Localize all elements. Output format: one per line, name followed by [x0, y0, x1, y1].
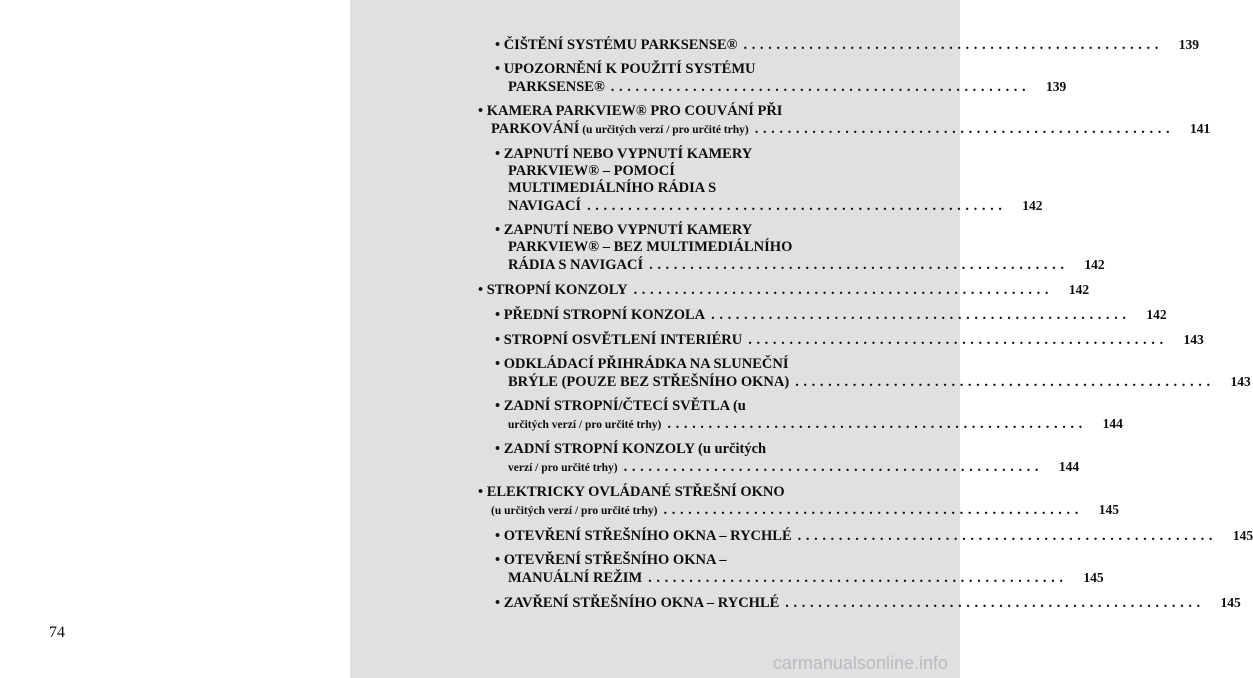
toc-page-number: 142	[1022, 198, 1043, 213]
toc-note: verzí / pro určité trhy)	[508, 462, 618, 474]
toc-entry[interactable]	[478, 103, 1211, 139]
toc-line	[495, 306, 1167, 324]
toc-line: • UPOZORNĚNÍ K POUŽITÍ SYSTÉMU	[495, 61, 756, 77]
toc-entry[interactable]	[478, 527, 1253, 545]
dot-leader: ...................................................	[587, 198, 1007, 214]
toc-title: • OTEVŘENÍ STŘEŠNÍHO OKNA – RYCHLÉ	[495, 528, 792, 544]
toc-entry[interactable]	[478, 484, 1119, 520]
toc-page-number: 139	[1046, 79, 1067, 94]
toc-line	[495, 331, 1204, 349]
toc-title: PARKOVÁNÍ (u určitých verzí / pro určité trhy)	[491, 121, 749, 137]
toc-title: • STROPNÍ OSVĚTLENÍ INTERIÉRU	[495, 332, 743, 348]
toc-page-number: 143	[1183, 332, 1204, 347]
watermark: carmanualsonline.info	[772, 653, 948, 673]
toc-title	[491, 502, 658, 520]
dot-leader: ...................................................	[754, 121, 1175, 137]
toc-line	[495, 373, 1251, 391]
dot-leader: ...................................................	[649, 257, 1069, 273]
toc-entry[interactable]	[478, 222, 1105, 274]
toc-page-number: 144	[1102, 416, 1123, 431]
toc-line	[495, 594, 1241, 612]
toc-line: • ELEKTRICKY OVLÁDANÉ STŘEŠNÍ OKNO	[478, 484, 785, 500]
toc-page-number: 142	[1068, 282, 1090, 297]
toc-line: MULTIMEDIÁLNÍHO RÁDIA S	[508, 180, 717, 196]
toc-line	[495, 78, 1067, 96]
toc-note: určitých verzí / pro určité trhy)	[508, 419, 662, 431]
right-page	[350, 0, 1253, 678]
toc-entry[interactable]	[478, 281, 1090, 299]
toc-line	[495, 527, 1253, 545]
toc-title: • STROPNÍ KONZOLY	[478, 282, 628, 298]
toc-line	[478, 501, 1119, 520]
toc-line: PARKVIEW® – POMOCÍ	[508, 163, 675, 179]
toc-page-number: 145	[1098, 502, 1119, 517]
toc-title	[508, 416, 661, 434]
dot-leader: ...................................................	[743, 37, 1163, 53]
dot-leader: ...................................................	[648, 570, 1068, 586]
toc-line: • ZADNÍ STROPNÍ/ČTECÍ SVĚTLA (u	[495, 398, 746, 414]
toc-line	[495, 458, 1080, 477]
toc-title: NAVIGACÍ	[508, 198, 582, 214]
toc-title	[508, 459, 618, 477]
dot-leader: ...................................................	[797, 528, 1218, 544]
toc-line	[495, 36, 1199, 54]
toc-line	[478, 120, 1211, 139]
dot-leader: ...................................................	[667, 416, 1087, 432]
toc-title: MANUÁLNÍ REŽIM	[508, 570, 643, 586]
toc-line	[478, 281, 1090, 299]
toc-title: BRÝLE (POUZE BEZ STŘEŠNÍHO OKNA)	[508, 374, 790, 390]
toc-title: • ČIŠTĚNÍ SYSTÉMU PARKSENSE®	[495, 37, 738, 53]
toc-page-number: 144	[1058, 459, 1080, 474]
toc-entry[interactable]	[478, 594, 1241, 612]
toc-title: PARKSENSE®	[508, 79, 605, 95]
toc-line: PARKVIEW® – BEZ MULTIMEDIÁLNÍHO	[508, 239, 793, 255]
toc-entry[interactable]	[478, 61, 1067, 96]
toc-line: • ZADNÍ STROPNÍ KONZOLY (u určitých	[495, 441, 767, 457]
dot-leader: ...................................................	[711, 307, 1131, 323]
dot-leader: ...................................................	[795, 374, 1215, 390]
dot-leader: ...................................................	[610, 79, 1031, 95]
toc-line: • OTEVŘENÍ STŘEŠNÍHO OKNA –	[495, 552, 727, 568]
toc-page-number: 142	[1084, 257, 1105, 272]
toc-note: (u určitých verzí / pro určité trhy)	[579, 124, 749, 136]
toc-page-number: 139	[1178, 37, 1199, 52]
toc-note: (u určitých verzí / pro určité trhy)	[491, 505, 658, 517]
dot-leader: ...................................................	[785, 595, 1205, 611]
toc-entry[interactable]	[478, 331, 1204, 349]
toc-page-number: 141	[1189, 121, 1211, 136]
toc-entry[interactable]	[478, 36, 1199, 54]
toc-line	[495, 197, 1043, 215]
toc-line: • ZAPNUTÍ NEBO VYPNUTÍ KAMERY	[495, 146, 753, 162]
dot-leader: ...................................................	[623, 459, 1044, 475]
toc-page-number: 145	[1232, 528, 1253, 543]
toc-line	[495, 256, 1105, 274]
toc-title: • PŘEDNÍ STROPNÍ KONZOLA	[495, 307, 706, 323]
table-of-contents	[478, 36, 1253, 619]
dot-leader: ...................................................	[633, 282, 1054, 298]
toc-page-number: 145	[1083, 570, 1104, 585]
toc-line: • ODKLÁDACÍ PŘIHRÁDKA NA SLUNEČNÍ	[495, 356, 789, 372]
toc-entry[interactable]	[478, 356, 1251, 391]
toc-line: • ZAPNUTÍ NEBO VYPNUTÍ KAMERY	[495, 222, 753, 238]
toc-page-number: 142	[1146, 307, 1167, 322]
toc-title: • ZAVŘENÍ STŘEŠNÍHO OKNA – RYCHLÉ	[495, 595, 780, 611]
toc-entry[interactable]	[478, 146, 1043, 215]
toc-entry[interactable]	[478, 441, 1080, 477]
toc-entry[interactable]	[478, 552, 1104, 587]
toc-page-number: 143	[1230, 374, 1251, 389]
toc-line	[495, 415, 1123, 434]
toc-entry[interactable]	[478, 306, 1167, 324]
toc-title: RÁDIA S NAVIGACÍ	[508, 257, 644, 273]
page-number: 74	[49, 624, 65, 641]
dot-leader: ...................................................	[748, 332, 1168, 348]
dot-leader: ...................................................	[663, 502, 1083, 518]
toc-page-number: 145	[1220, 595, 1241, 610]
toc-entry[interactable]	[478, 398, 1123, 434]
left-page	[0, 0, 350, 678]
toc-line	[495, 569, 1104, 587]
toc-line: • KAMERA PARKVIEW® PRO COUVÁNÍ PŘI	[478, 103, 783, 119]
